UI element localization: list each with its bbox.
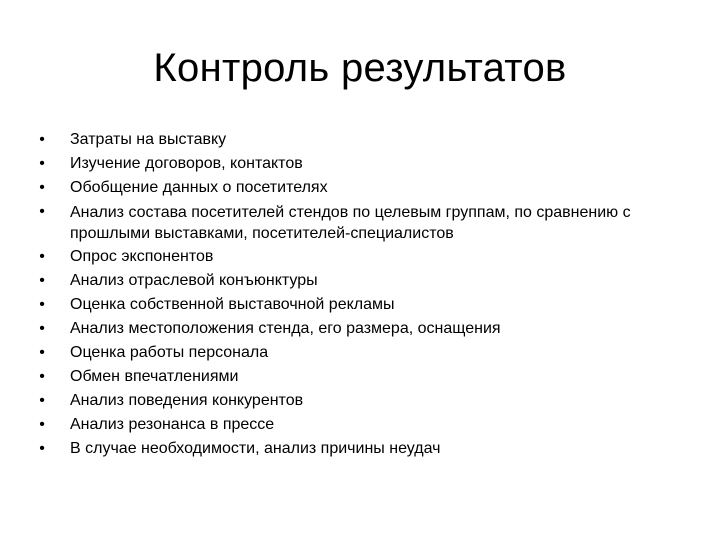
list-item [39,152,690,176]
bullet-icon: • [39,440,45,457]
bullet-icon: • [39,248,45,265]
list-item-text: Изучение договоров, контактов [70,155,303,172]
list-item-text: Обобщение данных о посетителях [70,179,328,196]
list-item [39,389,690,413]
list-item [39,317,690,341]
list-item [39,200,690,245]
list-item [39,245,690,269]
bullet-icon: • [39,296,45,313]
list-item-text: Анализ отраслевой конъюнктуры [70,272,318,289]
list-item [39,341,690,365]
bullet-icon: • [39,344,45,361]
bullet-icon: • [39,179,45,196]
slide-title: Контроль результатов [153,46,567,90]
list-item [39,269,690,293]
list-item [39,365,690,389]
bullet-list [39,128,690,461]
list-item-text: Анализ местоположения стенда, его размера, оснащения [70,320,501,337]
bullet-icon: • [39,392,45,409]
bullet-icon: • [39,203,45,220]
list-item-text: Оценка собственной выставочной рекламы [70,296,395,313]
list-item-text: В случае необходимости, анализ причины неудач [70,440,441,457]
list-item [39,437,690,461]
list-item [39,413,690,437]
bullet-icon: • [39,320,45,337]
list-item-text: Затраты на выставку [70,131,227,148]
list-item [39,176,690,200]
list-item-text: Опрос экспонентов [70,248,214,265]
list-item [39,128,690,152]
list-item-text: Анализ поведения конкурентов [70,392,304,409]
list-item-text: Обмен впечатлениями [70,368,239,385]
bullet-icon: • [39,131,45,148]
bullet-icon: • [39,368,45,385]
list-item-text: Анализ резонанса в прессе [70,416,275,433]
bullet-icon: • [39,272,45,289]
list-item [39,293,690,317]
bullet-icon: • [39,155,45,172]
bullet-icon: • [39,416,45,433]
list-item-text: Анализ состава посетителей стендов по целевым группам, по сравнению с прошлыми выставками, посетителей-специалистов [70,204,631,242]
list-item-text: Оценка работы персонала [70,344,269,361]
